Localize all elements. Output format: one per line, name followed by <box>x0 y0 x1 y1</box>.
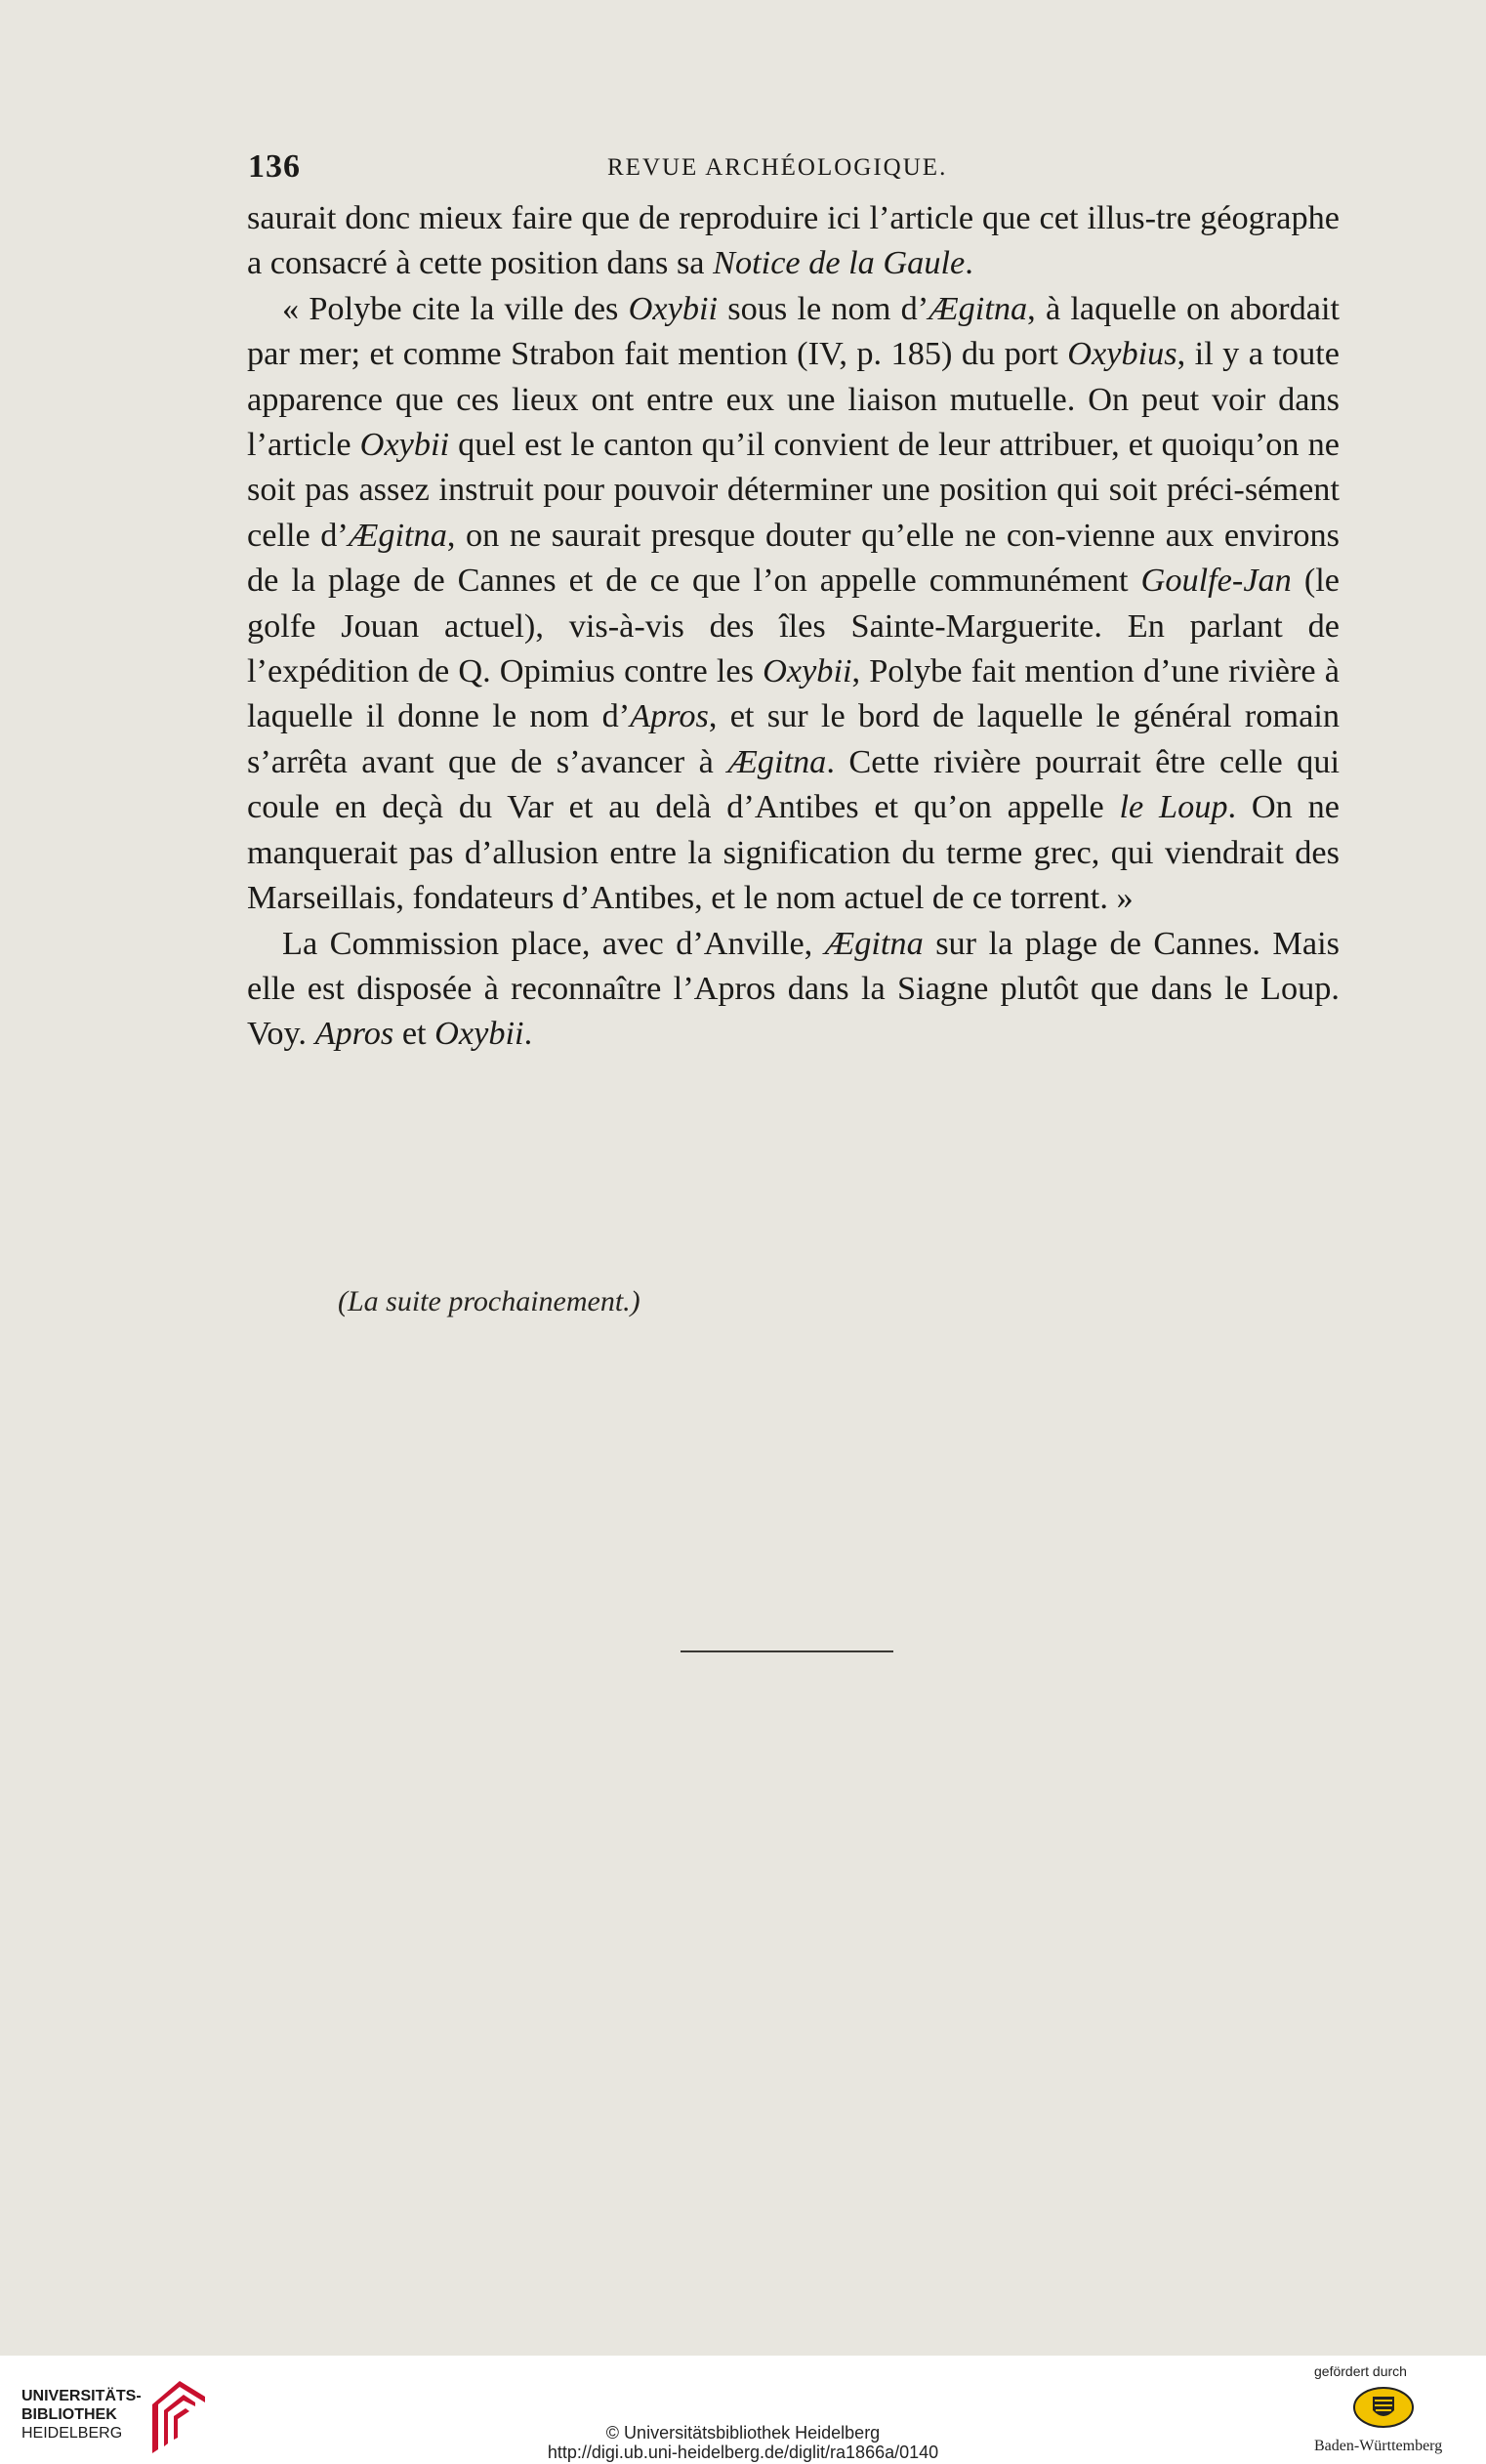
text-run: et <box>393 1015 435 1053</box>
library-name-line1: UNIVERSITÄTS- <box>21 2388 142 2404</box>
text-run: sur la plage de Cannes. Mais elle est disposée à reconnaître l’Apros dans la Siagne plutôt que dans le Loup. Voy. <box>247 924 1340 1053</box>
sponsor-label: gefördert durch <box>1314 2363 1407 2379</box>
italic-term: Oxybius <box>1067 335 1177 373</box>
library-name-line3: HEIDELBERG <box>21 2425 123 2442</box>
end-rule <box>681 1650 893 1652</box>
italic-term: Ægitna <box>929 289 1028 327</box>
italic-term: Goulfe-Jan <box>1140 562 1292 600</box>
text-run: . Cette rivière pourrait être celle qui coule en deçà du Var et au delà d’Antibes et qu’on appelle <box>247 742 1341 826</box>
text-run: , il y a toute apparence que ces lieux ont entre eux une liaison mutuelle. On peut voir dans l’article <box>247 335 1340 464</box>
text-run: . <box>523 1015 533 1053</box>
paragraph-commission <box>247 921 1340 1057</box>
italic-term: Oxybii <box>359 426 450 464</box>
library-footer <box>0 2356 1486 2464</box>
italic-term: Ægitna <box>348 516 447 554</box>
paragraph-continued <box>247 195 1340 286</box>
baden-wuerttemberg-crest-icon <box>1351 2385 1416 2430</box>
library-name-line2: BIBLIOTHEK <box>21 2406 117 2423</box>
text-run: saurait donc mieux faire que de reproduire ici l’article que cet illus-tre géographe a consacré à cette position dans sa <box>247 199 1340 282</box>
italic-term: Apros <box>314 1015 394 1053</box>
text-run: La Commission place, avec d’Anville, <box>282 924 825 962</box>
text-run: , Polybe fait mention d’une rivière à laquelle il donne le nom d’ <box>247 652 1340 735</box>
page-header <box>248 148 1340 188</box>
continuation-note: (La suite prochainement.) <box>338 1285 640 1317</box>
page-number: 136 <box>248 148 301 185</box>
running-title: REVUE ARCHÉOLOGIQUE. <box>607 154 948 181</box>
paragraph-quotation <box>247 286 1340 921</box>
italic-term: le Loup <box>1119 788 1228 826</box>
text-run: quel est le canton qu’il convient de leur attribuer, et quoiqu’on ne soit pas assez instruit pour pouvoir déterminer une position qui soit préci-sément celle d’ <box>247 426 1340 554</box>
italic-term: Notice de la Gaule <box>713 244 966 282</box>
italic-term: Ægitna <box>727 742 827 780</box>
text-run: . On ne manquerait pas d’allusion entre la signification du terme grec, qui viendrait des Marseillais, fondateurs d’Antibes, et le nom actuel de ce torrent. » <box>247 788 1340 917</box>
copyright-notice: © Universitätsbibliothek Heidelberg <box>605 2423 881 2443</box>
article-text <box>247 195 1340 1057</box>
italic-term: Oxybii <box>628 289 719 327</box>
italic-term: Apros <box>630 697 709 735</box>
text-run: sous le nom d’ <box>718 289 929 327</box>
sponsor-name: Baden-Württemberg <box>1314 2438 1443 2454</box>
text-run: , et sur le bord de laquelle le général romain s’arrêta avant que de s’avancer à <box>247 697 1340 780</box>
italic-term: Oxybii <box>434 1015 524 1053</box>
text-run: , on ne saurait presque douter qu’elle ne con-vienne aux environs de la plage de Cannes et de ce que l’on appelle communément <box>247 516 1340 600</box>
text-run: , à laquelle on abordait par mer; et comme Strabon fait mention (IV, p. 185) du port <box>247 289 1341 373</box>
italic-term: Oxybii <box>763 652 852 690</box>
text-run: « Polybe cite la ville des <box>282 289 629 327</box>
italic-term: Ægitna <box>824 924 924 962</box>
text-run: (le golfe Jouan actuel), vis-à-vis des îles Sainte-Marguerite. En parlant de l’expédition de Q. Opimius contre les <box>247 562 1340 690</box>
permalink[interactable]: http://digi.ub.uni-heidelberg.de/diglit/ra1866a/0140 <box>547 2443 939 2462</box>
text-run: . <box>965 244 973 282</box>
